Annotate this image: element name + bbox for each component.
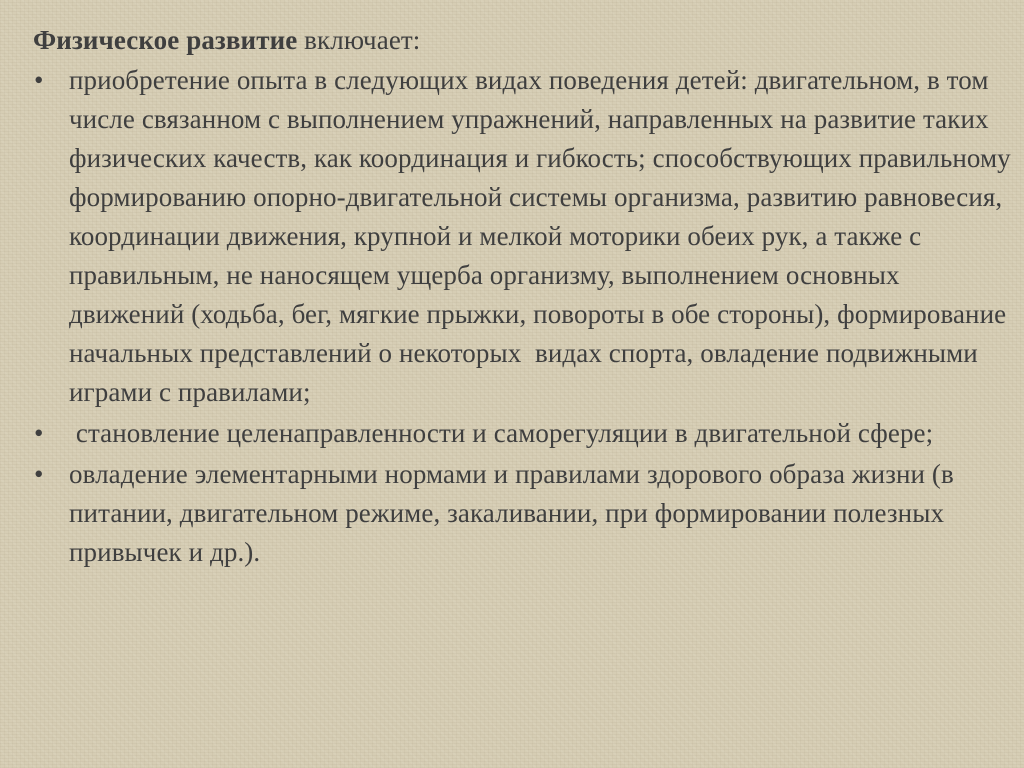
bullet-icon: • <box>34 418 44 448</box>
slide-content <box>32 21 1017 574</box>
bullet-icon: • <box>34 459 44 489</box>
list-item-text: овладение элементарными нормами и правилами здорового образа жизни (в питании, двигательном режиме, закаливании, при формировании полезных привычек и др.). <box>69 459 961 567</box>
intro-bold-term: Физическое развитие <box>33 25 298 55</box>
bullet-icon: • <box>34 65 44 95</box>
intro-line <box>32 21 1017 60</box>
bullet-list <box>32 61 1017 572</box>
list-item-text: приобретение опыта в следующих видах поведения детей: двигательном, в том числе связанном с выполнением упражнений, направленных на развитие таких физических качеств, как координация и гибкость; способствующих правильному формированию опорно-двигательной системы организма, развитию равновесия, координации движения, крупной и мелкой моторики обеих рук, а также с правильным, не наносящем ущерба организму, выполнением основных движений (ходьба, бег, мягкие прыжки, повороты в обе стороны), формирование начальных представлений о некоторых видах спорта, овладение подвижными играми с правилами; <box>69 65 1018 407</box>
list-item <box>32 61 1017 412</box>
intro-rest: включает: <box>297 25 421 55</box>
list-item-text: становление целенаправленности и саморегуляции в двигательной сфере; <box>69 418 934 448</box>
list-item <box>32 455 1017 572</box>
list-item <box>32 414 1017 453</box>
